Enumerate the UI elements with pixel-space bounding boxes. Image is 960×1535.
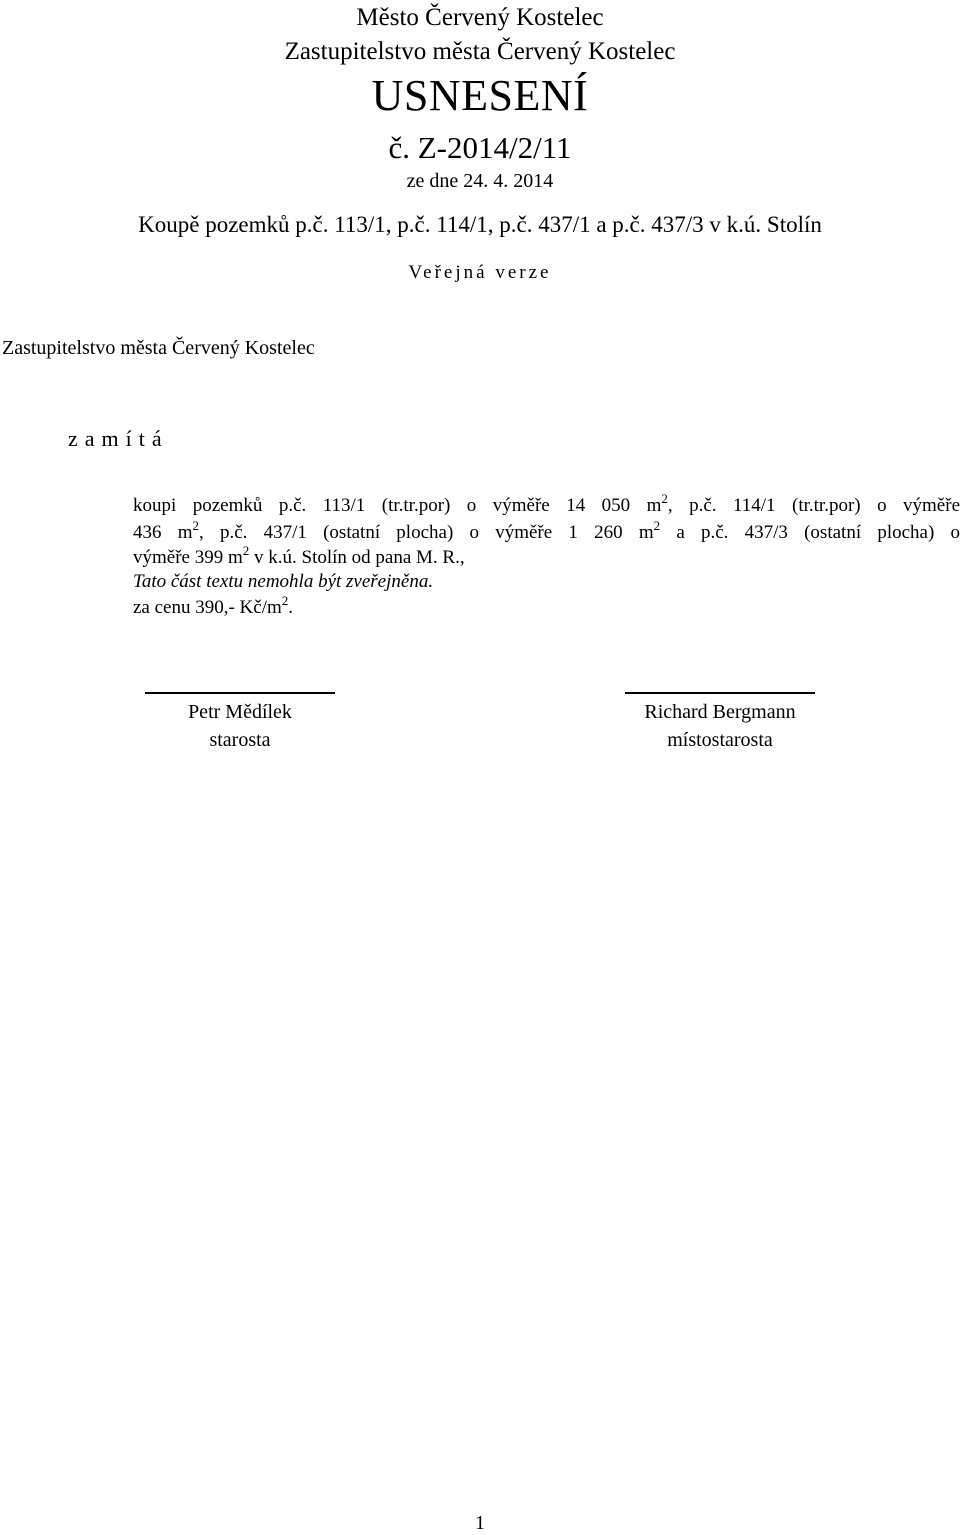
signature-line xyxy=(145,692,335,694)
body-council-name: Zastupitelstvo města Červený Kostelec xyxy=(2,337,315,359)
resolution-number: č. Z-2014/2/11 xyxy=(388,130,572,165)
signatory-name: Petr Mědílek xyxy=(188,701,292,723)
public-version-label: Veřejná verze xyxy=(408,262,552,283)
signatory-role: místostarosta xyxy=(667,729,773,751)
resolution-verb: zamítá xyxy=(68,426,169,451)
resolution-date: ze dne 24. 4. 2014 xyxy=(406,170,554,192)
city-name: Město Červený Kostelec xyxy=(356,4,604,31)
resolution-line-1: koupi pozemků p.č. 113/1 (tr.tr.por) o výměře 14 050 $m^2$, p.č. 114/1 (tr.tr.por) o výměře xyxy=(133,491,960,516)
resolution-line-2: 436 $m^2$, p.č. 437/1 (ostatní plocha) o výměře 1 260 $m^2$ a p.č. 437/3 (ostatní plocha) o xyxy=(133,518,960,543)
page-number: 1 xyxy=(475,1512,485,1534)
resolution-subject: Koupě pozemků p.č. 113/1, p.č. 114/1, p.č. 437/1 a p.č. 437/3 v k.ú. Stolín xyxy=(138,212,822,237)
resolution-line-3: výměře 399 $m^2$ v k.ú. Stolín od pana M. R., xyxy=(133,543,465,568)
signatory-name: Richard Bergmann xyxy=(644,701,796,723)
signature-block-deputy-mayor xyxy=(590,680,850,754)
document-title: USNESENÍ xyxy=(371,71,589,120)
council-name: Zastupitelstvo města Červený Kostelec xyxy=(284,38,676,65)
signature-line xyxy=(625,692,815,694)
signature-block-mayor xyxy=(110,680,370,754)
redacted-notice: Tato část textu nemohla být zveřejněna. xyxy=(133,571,434,592)
resolution-price: za cenu 390,- $Kč/m^2$. xyxy=(133,593,294,618)
signatory-role: starosta xyxy=(209,729,271,751)
resolution-text xyxy=(133,492,960,621)
